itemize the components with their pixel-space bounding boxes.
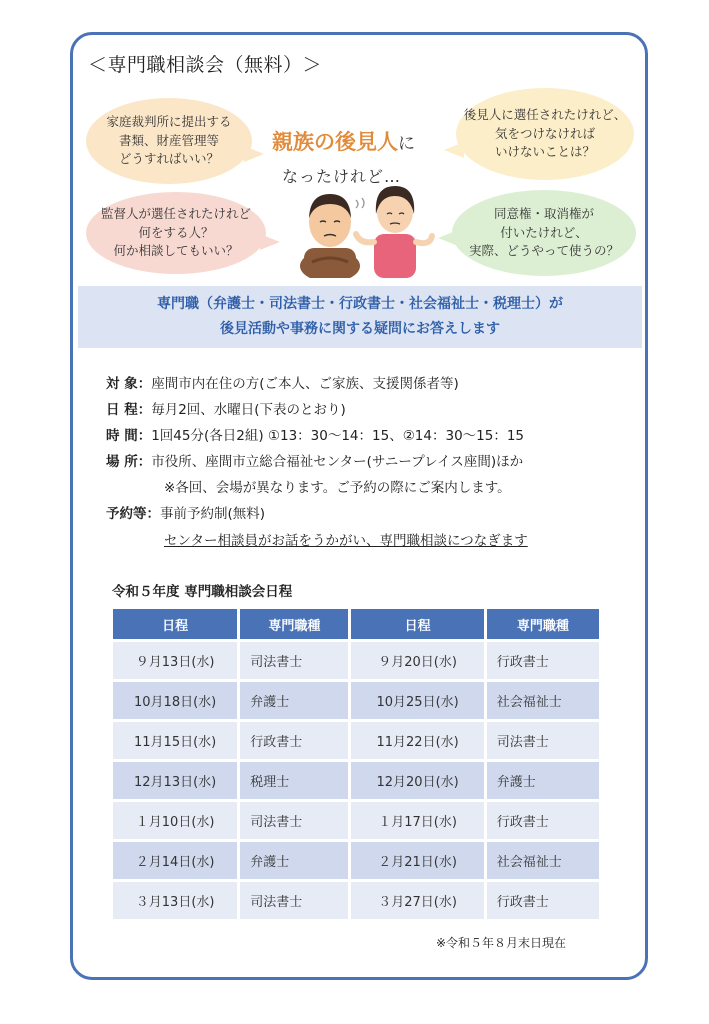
profession-cell: 司法書士 [487,722,599,759]
header-profession: 専門職種 [240,609,348,639]
profession-cell: 税理士 [240,762,348,799]
header-date: 日程 [351,609,483,639]
place-value: 市役所、座間市立総合福祉センター(サニープレイス座間)ほか [151,454,524,470]
table-row [113,802,599,839]
reserve-value: 事前予約制(無料) [160,506,266,522]
headline-emphasis: 親族の後見人 [272,130,398,154]
banner [78,286,642,348]
date-cell: 12月20日(水) [351,762,483,799]
profession-cell: 司法書士 [240,802,348,839]
date-cell: ２月14日(水) [113,842,237,879]
bubble-line: 後見人に選任されたけれど、 [463,106,627,122]
profession-cell: 弁護士 [487,762,599,799]
page-title: ＜専門職相談会（無料）＞ [88,54,323,76]
date-cell: ３月27日(水) [351,882,483,919]
profession-cell: 行政書士 [487,802,599,839]
time-value: 1回45分(各日2組) ①13：30～14：15、②14：30～15：15 [151,428,525,444]
bubble-line: 同意権・取消権が [493,205,594,221]
table-row [113,762,599,799]
date-cell: ２月21日(水) [351,842,483,879]
target-label: 対 象： [106,376,152,392]
target-value: 座間市内在住の方(ご本人、ご家族、支援関係者等) [151,376,459,392]
date-cell: 11月15日(水) [113,722,237,759]
date-cell: 10月25日(水) [351,682,483,719]
time-label: 時 間： [106,428,152,444]
header-date: 日程 [113,609,237,639]
speech-bubble-supervisor [86,192,266,274]
profession-cell: 司法書士 [240,642,348,679]
profession-cell: 行政書士 [240,722,348,759]
date-cell: ９月20日(水) [351,642,483,679]
profession-cell: 行政書士 [487,642,599,679]
bubble-line: 家庭裁判所に提出する [106,113,232,129]
bubble-line: 何か相談してもいい？ [113,243,239,259]
bubble-line: 気をつけなければ [494,125,595,141]
place-label: 場 所： [106,454,152,470]
table-row [113,882,599,919]
schedule-table [110,606,602,922]
table-row [113,842,599,879]
profession-cell: 弁護士 [240,682,348,719]
bubble-line: 何をする人？ [138,224,214,240]
date-cell: 10月18日(水) [113,682,237,719]
schedule-label: 日 程： [106,402,152,418]
date-cell: １月17日(水) [351,802,483,839]
profession-cell: 司法書士 [240,882,348,919]
speech-bubble-guardian-cautions [456,88,634,180]
profession-cell: 行政書士 [487,882,599,919]
bubble-line: いけないことは？ [494,144,595,160]
speech-bubble-court-documents [86,98,252,184]
reserve-label: 予約等： [106,506,160,522]
banner-line2: 後見活動や事務に関する疑問にお答えします [220,320,500,337]
headline-line2: なったけれど… [282,167,402,186]
table-row [113,722,599,759]
profession-cell: 社会福祉士 [487,682,599,719]
banner-line1: 専門職（弁護士・司法書士・行政書士・社会福祉士・税理士）が [157,296,563,312]
worried-couple-illustration [290,178,440,278]
reserve-note: センター相談員がお話をうかがい、専門職相談につなぎます [164,533,528,549]
bubble-line: 付いたけれど、 [500,224,588,240]
headline-suffix: に [398,134,415,154]
table-row [113,682,599,719]
date-cell: ９月13日(水) [113,642,237,679]
date-cell: １月10日(水) [113,802,237,839]
bubble-line: 実際、どうやって使うの？ [468,243,619,259]
schedule-title: 令和５年度 専門職相談会日程 [112,584,293,600]
date-cell: 11月22日(水) [351,722,483,759]
date-cell: 12月13日(水) [113,762,237,799]
date-cell: ３月13日(水) [113,882,237,919]
footnote: ※令和５年８月末日現在 [436,936,567,950]
bubble-line: どうすればいい？ [118,151,219,167]
schedule-value: 毎月2回、水曜日(下表のとおり) [151,402,346,418]
profession-cell: 社会福祉士 [487,842,599,879]
speech-bubble-consent-rights [452,190,636,276]
profession-cell: 弁護士 [240,842,348,879]
bubble-line: 監督人が選任されたけれど [100,205,251,221]
place-note: ※各回、会場が異なります。ご予約の際にご案内します。 [164,480,511,496]
table-row [113,642,599,679]
bubble-line: 書類、財産管理等 [118,132,219,148]
header-profession: 専門職種 [487,609,599,639]
